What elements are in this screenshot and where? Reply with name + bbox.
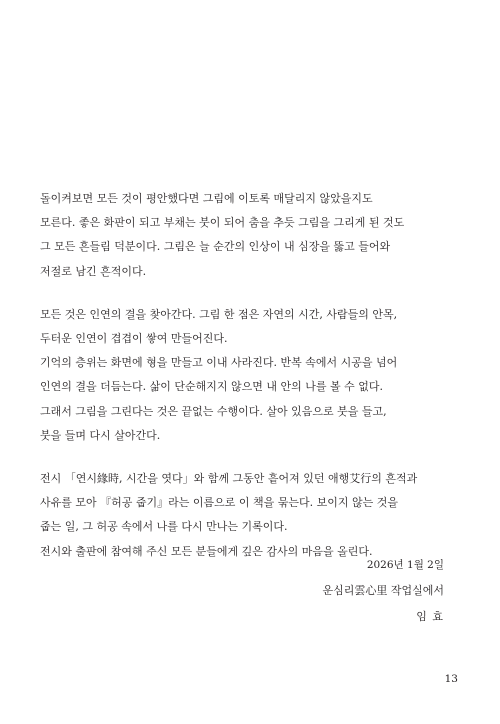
text-line: 전시 「연시緣時, 시간을 엿다」와 함께 그동안 흩어져 있던 애행艾行의 흔적과 — [40, 472, 418, 486]
body-text — [40, 187, 470, 583]
text-line: 인연의 결을 더듬는다. 삶이 단순해지지 않으면 내 안의 나를 볼 수 없다. — [40, 380, 383, 394]
paragraph-connection — [40, 303, 470, 448]
text-line: 그 모든 흔들림 덕분이다. 그림은 늘 순간의 인상이 내 심장을 뚫고 들어와 — [40, 240, 391, 254]
text-line: 전시와 출판에 참여해 주신 모든 분들에게 깊은 감사의 마음을 올린다. — [40, 544, 373, 558]
signature-block — [322, 552, 444, 630]
paragraph-reflection — [40, 187, 470, 284]
text-line: 기억의 층위는 화면에 형을 만들고 이내 사라진다. 반복 속에서 시공을 넘어 — [40, 356, 398, 370]
signature-author: 임 효 — [416, 610, 444, 623]
text-line: 붓을 들며 다시 살아간다. — [40, 428, 161, 442]
text-line: 저절로 남긴 흔적이다. — [40, 264, 147, 278]
signature-date: 2026년 1월 2일 — [366, 559, 444, 571]
text-line: 돌이켜보면 모든 것이 평안했다면 그림에 이토록 매달리지 않았을지도 — [40, 192, 373, 205]
text-line: 사유를 모아 『허공 줍기』라는 이름으로 이 책을 묶는다. 보이지 않는 것을 — [40, 496, 398, 510]
page-number: 13 — [444, 673, 458, 685]
text-line: 두터운 인연이 겹겹이 쌓여 만들어진다. — [40, 332, 228, 346]
signature-studio: 운심리雲心里 작업실에서 — [322, 584, 444, 597]
text-line: 그래서 그림을 그린다는 것은 끝없는 수행이다. 살아 있음으로 붓을 들고, — [40, 404, 387, 418]
text-line: 줍는 일, 그 허공 속에서 나를 다시 만나는 기록이다. — [40, 520, 288, 534]
paragraph-acknowledgement — [40, 467, 470, 564]
text-line: 모든 것은 인연의 결을 찾아간다. 그림 한 점은 자연의 시간, 사람들의 안목, — [40, 307, 398, 321]
text-line: 모른다. 좋은 화판이 되고 부채는 붓이 되어 춤을 추듯 그림을 그리게 된 것도 — [40, 216, 405, 230]
